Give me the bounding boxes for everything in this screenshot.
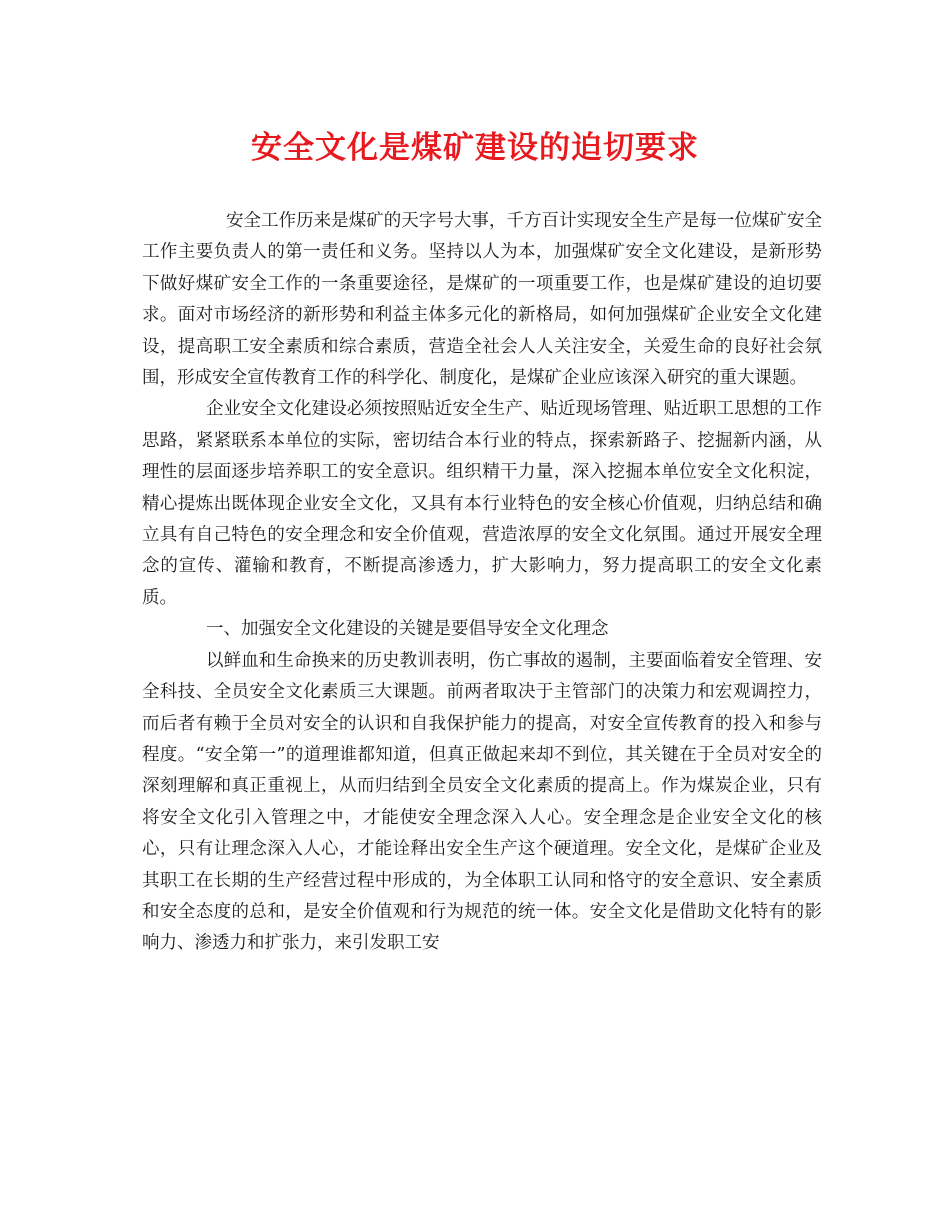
paragraph: 企业安全文化建设必须按照贴近安全生产、贴近现场管理、贴近职工思想的工作思路，紧紧联系本单位的实际，密切结合本行业的特点，探索新路子、挖掘新内涵，从理性的层面逐步培养职工的安全意识。组织精干力量，深入挖掘本单位安全文化积淀，精心提炼出既体现企业安全文化，又具有本行业特色的安全核心价值观，归纳总结和确立具有自己特色的安全理念和安全价值观，营造浓厚的安全文化氛围。通过开展安全理念的宣传、灌输和教育，不断提高渗透力，扩大影响力，努力提高职工的安全文化素质。 (142, 399, 822, 608)
paragraph: 以鲜血和生命换来的历史教训表明，伤亡事故的遏制，主要面临着安全管理、安全科技、全员安全文化素质三大课题。前两者取决于主管部门的决策力和宏观调控力，而后者有赖于全员对安全的认识和自我保护能力的提高，对安全宣传教育的投入和参与程度。“安全第一”的道理谁都知道，但真正做起来却不到位，其关键在于全员对安全的深刻理解和真正重视上，从而归结到全员安全文化素质的提高上。作为煤炭企业，只有将安全文化引入管理之中，才能使安全理念深入人心。安全理念是企业安全文化的核心，只有让理念深入人心，才能诠释出安全生产这个硬道理。安全文化，是煤矿企业及其职工在长期的生产经营过程中形成的，为全体职工认同和恪守的安全意识、安全素质和安全态度的总和，是安全价值观和行为规范的统一体。安全文化是借助文化特有的影响力、渗透力和扩张力，来引发职工安 (142, 650, 822, 954)
document-title: 安全文化是煤矿建设的迫切要求 (251, 130, 699, 166)
paragraph: 安全工作历来是煤矿的天字号大事，千方百计实现安全生产是每一位煤矿安全工作主要负责人的第一责任和义务。坚持以人为本，加强煤矿安全文化建设，是新形势下做好煤矿安全工作的一条重要途径，是煤矿的一项重要工作，也是煤矿建设的迫切要求。面对市场经济的新形势和利益主体多元化的新格局，如何加强煤矿企业安全文化建设，提高职工安全素质和综合素质，营造全社会人人关注安全，关爱生命的良好社会氛围，形成安全宣传教育工作的科学化、制度化，是煤矿企业应该深入研究的重大课题。 (142, 211, 822, 389)
section-heading: 一、加强安全文化建设的关键是要倡导安全文化理念 (206, 619, 609, 640)
document-body (142, 206, 822, 960)
